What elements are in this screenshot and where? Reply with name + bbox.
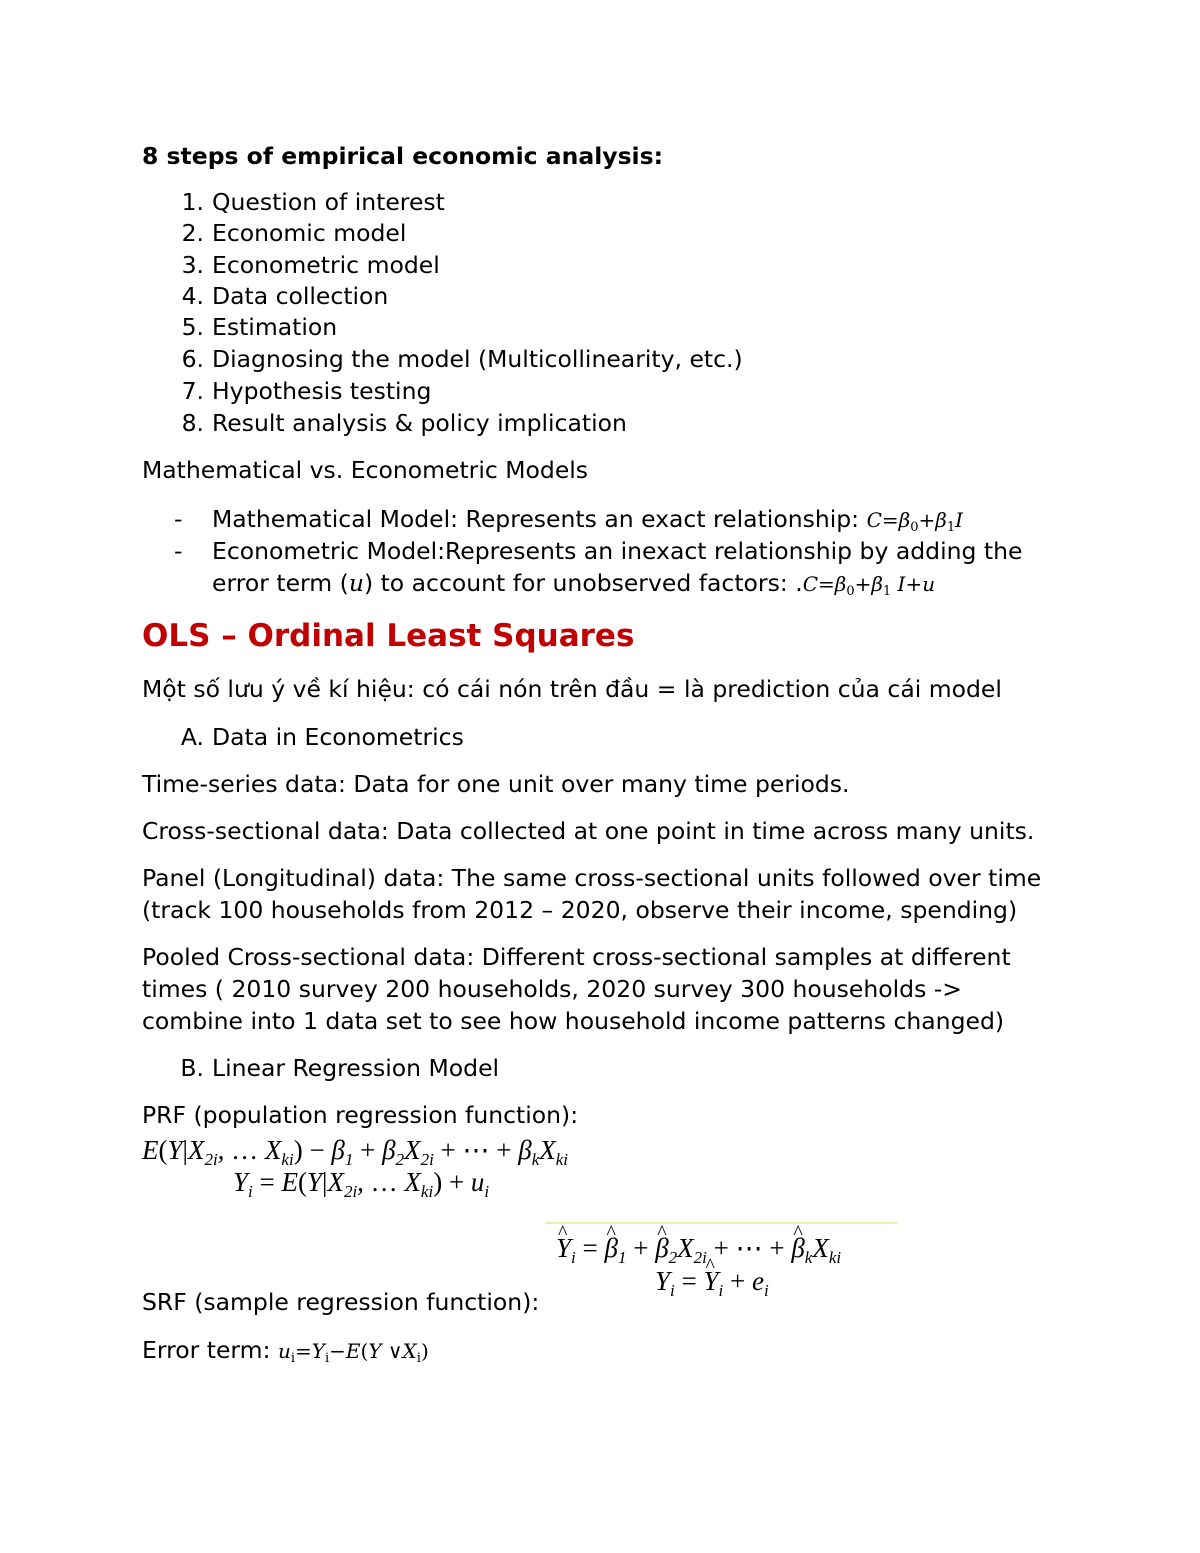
prf-label: PRF (population regression function): <box>142 1101 579 1129</box>
error-term-label: Error term: <box>142 1336 271 1364</box>
section-b-title: Linear Regression Model <box>212 1054 500 1082</box>
math-model-text: Mathematical Model: Represents an exact relationship: <box>212 505 860 533</box>
step-number: 5. <box>181 313 204 341</box>
pooled-text-1: Pooled Cross-sectional data: Different cross-sectional samples at different <box>142 943 1011 971</box>
step-text: Data collection <box>212 282 389 310</box>
section-b-letter: B. <box>180 1054 204 1082</box>
step-text: Question of interest <box>212 188 445 216</box>
step-number: 2. <box>181 219 204 247</box>
step-text: Estimation <box>212 313 338 341</box>
cross-sectional-text: Cross-sectional data: Data collected at one point in time across many units. <box>142 817 1035 845</box>
notation-note: Một số lưu ý về kí hiệu: có cái nón trên đầu = là prediction của cái model <box>142 675 1002 703</box>
bullet-dash: - <box>174 505 183 533</box>
srf-equation-2: $Y_i$ = ^ $Y_i + e_i$ <box>655 1265 769 1307</box>
econ-model-formula: $C=\beta_0+\beta_1$ I+u <box>802 572 936 599</box>
section-a-title: Data in Econometrics <box>212 723 464 751</box>
error-term-line <box>142 1334 429 1375</box>
steps-heading: 8 steps of empirical economic analysis: <box>142 142 663 170</box>
math-model-formula: $C=\beta_0+\beta_1I$ <box>866 508 963 535</box>
step-text: Diagnosing the model (Multicollinearity, etc.) <box>212 345 743 373</box>
step-text: Economic model <box>212 219 407 247</box>
econ-model-text-2b: ) to account for unobserved factors: . <box>363 569 803 597</box>
econ-model-text-2a: error term ( <box>212 569 349 597</box>
panel-text-1: Panel (Longitudinal) data: The same cross-sectional units followed over time <box>142 864 1042 892</box>
step-text: Result analysis & policy implication <box>212 409 627 437</box>
step-number: 3. <box>181 251 204 279</box>
step-number: 8. <box>181 409 204 437</box>
ols-title: OLS – Ordinal Least Squares <box>142 618 635 654</box>
pooled-text-2: times ( 2010 survey 200 households, 2020 survey 300 households -> <box>142 975 962 1003</box>
models-heading: Mathematical vs. Econometric Models <box>142 456 589 484</box>
equation-divider <box>545 1222 897 1224</box>
srf-equation-1: ^ $Y_i$ = ^ $\beta_1$ + ^ $\beta_2X_{2i}$ + ⋯ + ^ $\beta_kX_{ki}$ <box>556 1232 841 1274</box>
error-term-formula: $u_i=Y_i-E(Y$ $\vee X_i$) <box>277 1339 429 1366</box>
step-number: 4. <box>181 282 204 310</box>
section-a-letter: A. <box>180 723 204 751</box>
prf-equation-2: $Y_i = E(Y|X_{2i}$, … $X_{ki}) + u_i$ <box>233 1167 490 1201</box>
step-text: Econometric model <box>212 251 440 279</box>
step-number: 6. <box>181 345 204 373</box>
bullet-dash: - <box>174 537 183 565</box>
pooled-text-3: combine into 1 data set to see how household income patterns changed) <box>142 1007 1005 1035</box>
econ-model-text-1: Econometric Model:Represents an inexact relationship by adding the <box>212 537 1023 565</box>
step-text: Hypothesis testing <box>212 377 432 405</box>
step-number: 1. <box>181 188 204 216</box>
econ-model-item <box>212 567 935 608</box>
step-number: 7. <box>181 377 204 405</box>
prf-equation-1: $E(Y|X_{2i}$, … $X_{ki}) - \beta_1 + \beta_2X_{2i}$ + ⋯ + $\beta_kX_{ki}$ <box>142 1135 569 1169</box>
srf-label: SRF (sample regression function): <box>142 1288 540 1316</box>
error-symbol: u <box>348 569 364 597</box>
panel-text-2: (track 100 households from 2012 – 2020, observe their income, spending) <box>142 896 1018 924</box>
time-series-text: Time-series data: Data for one unit over many time periods. <box>142 770 850 798</box>
